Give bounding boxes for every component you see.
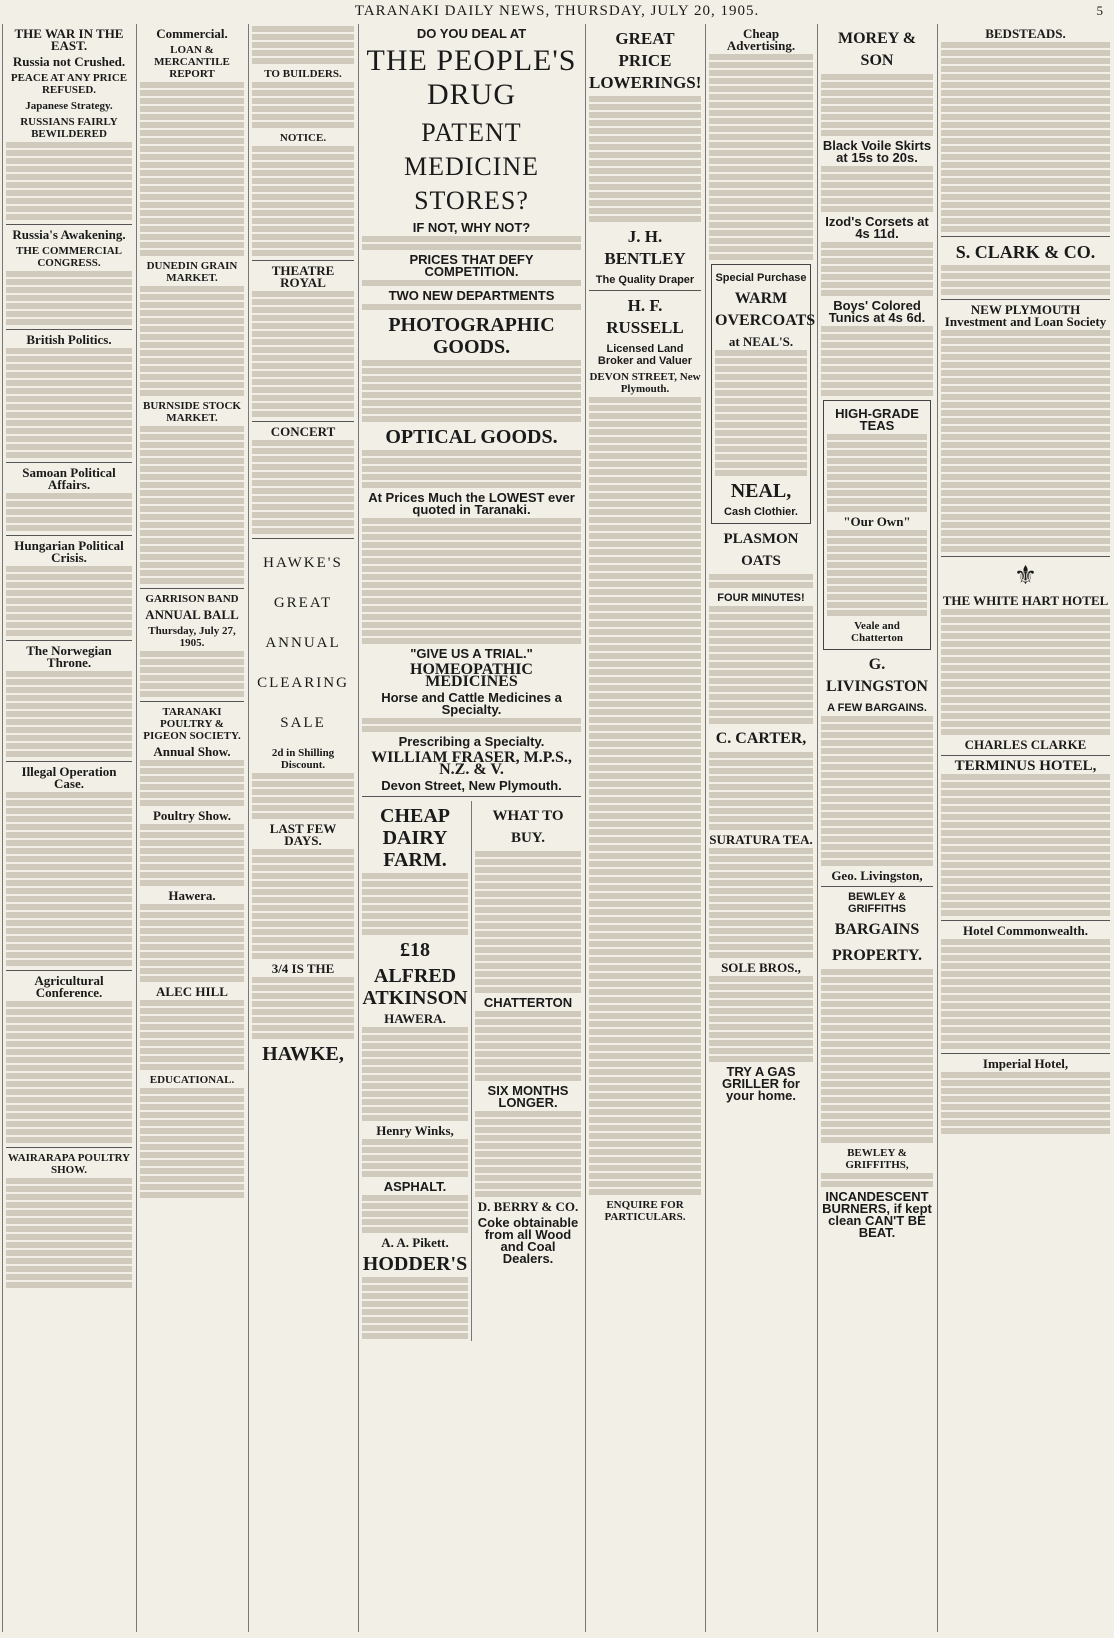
headline: DEVON STREET, New Plymouth.: [589, 371, 701, 395]
article-text: [362, 718, 581, 732]
article-text: [709, 848, 813, 958]
article-text: [252, 849, 354, 959]
headline: British Politics.: [26, 332, 112, 347]
headline: Russia not Crushed.: [12, 54, 126, 69]
headline: Imperial Hotel,: [982, 1056, 1069, 1071]
headline: Japanese Strategy.: [25, 100, 113, 112]
headline: PHOTOGRAPHIC GOODS.: [388, 314, 555, 358]
headline: BURNSIDE STOCK MARKET.: [143, 400, 241, 424]
headline: Russia's Awakening.: [12, 227, 126, 242]
headline: DO YOU DEAL AT: [416, 26, 527, 41]
article-text: [362, 280, 581, 286]
page-number: 5: [1096, 3, 1104, 18]
article-text: [941, 1072, 1110, 1134]
headline: "GIVE US A TRIAL.": [410, 646, 533, 661]
headline: WAIRARAPA POULTRY SHOW.: [7, 1152, 131, 1176]
headline: ANNUAL BALL: [145, 607, 239, 622]
headline: LAST FEW DAYS.: [269, 821, 337, 848]
article-text: [252, 146, 354, 256]
headline: TO BUILDERS.: [264, 68, 342, 80]
article-text: [362, 1139, 468, 1177]
headline: The Quality Draper: [595, 274, 695, 286]
article-text: [821, 166, 933, 212]
masthead: [0, 0, 1114, 22]
headline: EDUCATIONAL.: [149, 1074, 235, 1086]
headline: PLASMON OATS: [723, 531, 799, 569]
headline: PATENT MEDICINE STORES?: [403, 118, 540, 215]
article-text: [252, 82, 354, 128]
column-4: [358, 24, 584, 1632]
column-3: [248, 24, 357, 1632]
article-text: [140, 651, 244, 697]
headline: Licensed Land Broker and Valuer: [597, 343, 693, 367]
headline: "Our Own": [843, 514, 911, 529]
headline: Horse and Cattle Medicines a Specialty.: [381, 690, 562, 717]
column-8: [937, 24, 1113, 1632]
article-text: [362, 1195, 468, 1233]
headline: GREAT PRICE LOWERINGS!: [589, 29, 702, 92]
headline: Cheap Advertising.: [726, 26, 796, 53]
headline: PROPERTY.: [832, 947, 922, 964]
headline: RUSSIANS FAIRLY BEWILDERED: [20, 116, 118, 140]
headline: ALEC HILL: [156, 984, 228, 999]
article-text: [140, 760, 244, 806]
headline: ENQUIRE FOR PARTICULARS.: [604, 1199, 686, 1223]
article-text: [140, 426, 244, 584]
headline: Hungarian Political Crisis.: [14, 538, 124, 565]
headline: ALFRED ATKINSON: [362, 965, 468, 1009]
headline: HAWKE,: [262, 1043, 344, 1065]
headline: THE WAR IN THE EAST.: [14, 26, 124, 53]
headline: CHEAP DAIRY FARM.: [380, 805, 450, 871]
article-text: [362, 873, 468, 935]
headline: TERMINUS HOTEL,: [954, 758, 1097, 774]
headline: Coke obtainable from all Wood and Coal Dealers.: [477, 1215, 579, 1266]
article-text: [589, 96, 701, 222]
headline: Agricultural Conference.: [34, 973, 104, 1000]
article-text: [362, 304, 581, 310]
headline: Devon Street, New Plymouth.: [381, 778, 562, 793]
headline: THE COMMERCIAL CONGRESS.: [15, 245, 123, 269]
article-text: [709, 574, 813, 588]
article-text: [6, 142, 132, 220]
article-text: [941, 330, 1110, 552]
article-text: [941, 939, 1110, 1049]
headline: Illegal Operation Case.: [21, 764, 117, 791]
headline: A FEW BARGAINS.: [827, 702, 927, 714]
headline: A. A. Pikett.: [381, 1235, 449, 1250]
headline: H. F. RUSSELL: [606, 296, 684, 337]
article-text: [709, 54, 813, 260]
article-text: [827, 434, 927, 512]
headline: NOTICE.: [279, 132, 327, 144]
article-text: [821, 969, 933, 1143]
headline: OPTICAL GOODS.: [385, 426, 558, 448]
headline: Commercial.: [156, 26, 228, 41]
headline: SURATURA TEA.: [709, 832, 813, 847]
headline: SIX MONTHS LONGER.: [487, 1083, 569, 1110]
article-text: [941, 42, 1110, 232]
ad-title: CLEARING: [257, 675, 349, 691]
article-text: [475, 851, 581, 993]
headline: DUNEDIN GRAIN MARKET.: [146, 260, 238, 284]
article-text: [252, 291, 354, 417]
headline: Thursday, July 27, 1905.: [148, 625, 236, 649]
headline: S. CLARK & CO.: [955, 242, 1096, 262]
article-text: [252, 977, 354, 1039]
headline: Hotel Commonwealth.: [963, 923, 1088, 938]
headline: Prescribing a Specialty.: [398, 734, 545, 749]
headline: The Norwegian Throne.: [26, 643, 112, 670]
article-text: [362, 236, 581, 250]
article-text: [140, 82, 244, 256]
article-text: [6, 566, 132, 636]
article-text: [821, 326, 933, 396]
headline: Poultry Show.: [152, 808, 231, 823]
article-text: [362, 1027, 468, 1121]
masthead-title: TARANAKI DAILY NEWS, THURSDAY, JULY 20, 1905.: [354, 3, 760, 19]
headline: Special Purchase: [715, 272, 807, 284]
headline: Geo. Livingston,: [831, 868, 923, 883]
column-6: [705, 24, 816, 1632]
headline: HAWERA.: [384, 1011, 446, 1026]
headline: Annual Show.: [153, 744, 231, 759]
headline: BEWLEY & GRIFFITHS: [847, 891, 907, 915]
headline: GARRISON BAND: [145, 593, 239, 605]
ad-title: ANNUAL: [265, 635, 341, 651]
headline: BEWLEY & GRIFFITHS,: [845, 1147, 909, 1171]
headline: £18: [400, 939, 430, 961]
article-text: [941, 774, 1110, 916]
headline: IF NOT, WHY NOT?: [412, 220, 531, 235]
headline: HODDER'S: [362, 1253, 468, 1275]
article-text: [6, 792, 132, 966]
headline: THEATRE ROYAL: [271, 263, 335, 290]
headline: At Prices Much the LOWEST ever quoted in Taranaki.: [368, 490, 575, 517]
headline: 3/4 IS THE: [271, 961, 335, 976]
headline: Samoan Political Affairs.: [22, 465, 116, 492]
article-text: [821, 716, 933, 866]
headline: Izod's Corsets at 4s 11d.: [825, 214, 929, 241]
headline: PRICES THAT DEFY COMPETITION.: [409, 252, 534, 279]
headline: at NEAL'S.: [728, 334, 794, 349]
headline: Black Voile Skirts at 15s to 20s.: [822, 138, 932, 165]
headline: FOUR MINUTES!: [717, 592, 805, 604]
article-text: [6, 271, 132, 325]
headline: 2d in Shilling Discount.: [271, 747, 335, 771]
headline: THE WHITE HART HOTEL: [942, 593, 1109, 608]
article-text: [6, 671, 132, 757]
headline: Henry Winks,: [376, 1123, 454, 1138]
article-text: [362, 518, 581, 644]
article-text: [941, 265, 1110, 295]
headline: J. H. BENTLEY: [604, 227, 686, 268]
headline: Cash Clothier.: [724, 506, 798, 518]
headline: HOMEOPATHIC MEDICINES: [410, 661, 533, 690]
headline: Boys' Colored Tunics at 4s 6d.: [828, 298, 926, 325]
headline: BARGAINS: [834, 921, 920, 938]
article-text: [709, 752, 813, 830]
headline: D. BERRY & CO.: [477, 1199, 579, 1214]
article-text: [362, 1277, 468, 1339]
headline: CHATTERTON: [483, 995, 573, 1010]
headline: TWO NEW DEPARTMENTS: [388, 288, 555, 303]
article-text: [252, 773, 354, 819]
article-text: [6, 493, 132, 531]
article-text: [475, 1011, 581, 1081]
article-text: [140, 1088, 244, 1198]
article-text: [709, 976, 813, 1062]
column-2: [136, 24, 247, 1632]
headline: PEACE AT ANY PRICE REFUSED.: [10, 72, 128, 96]
article-text: [475, 1111, 581, 1197]
article-text: [941, 609, 1110, 735]
article-text: [362, 360, 581, 422]
headline: G. LIVINGSTON: [826, 656, 928, 695]
royal-crest-icon: ⚜: [1013, 561, 1038, 590]
headline: NEW PLYMOUTH Investment and Loan Society: [944, 302, 1107, 329]
article-text: [252, 440, 354, 534]
article-text: [827, 530, 927, 616]
headline: THE PEOPLE'S DRUG: [366, 44, 577, 111]
headline: BEDSTEADS.: [985, 26, 1066, 41]
article-text: [362, 450, 581, 488]
ad-title: SALE: [280, 715, 326, 731]
article-text: [821, 74, 933, 136]
article-text: [6, 1178, 132, 1288]
article-text: [140, 904, 244, 982]
headline: ASPHALT.: [383, 1179, 447, 1194]
article-text: [6, 348, 132, 458]
headline: CHARLES CLARKE: [964, 737, 1087, 752]
headline: MOREY & SON: [837, 30, 917, 69]
headline: WARM OVERCOATS: [715, 290, 816, 329]
article-text: [252, 26, 354, 64]
article-text: [821, 1173, 933, 1187]
article-text: [709, 606, 813, 724]
headline: TARANAKI POULTRY & PIGEON SOCIETY.: [143, 706, 241, 742]
article-text: [821, 242, 933, 296]
headline: HIGH-GRADE TEAS: [835, 406, 919, 433]
headline: Hawera.: [168, 888, 216, 903]
headline: NEAL,: [730, 480, 792, 502]
headline: TRY A GAS GRILLER for your home.: [722, 1064, 800, 1103]
article-text: [140, 824, 244, 886]
ad-title: HAWKE'S: [263, 555, 343, 571]
headline: SOLE BROS.,: [721, 960, 801, 975]
article-text: [589, 397, 701, 1195]
column-7: [817, 24, 936, 1632]
headline: CONCERT: [270, 424, 336, 439]
headline: LOAN & MERCANTILE REPORT: [154, 44, 230, 80]
article-text: [6, 1001, 132, 1143]
article-text: [715, 350, 807, 476]
headline: INCANDESCENT BURNERS, if kept clean CAN'T BE BEAT.: [822, 1189, 932, 1240]
column-1: [2, 24, 135, 1632]
headline: WILLIAM FRASER, M.P.S., N.Z. & V.: [371, 749, 572, 778]
article-text: [140, 1000, 244, 1070]
column-5: [585, 24, 704, 1632]
headline: WHAT TO BUY.: [492, 808, 564, 846]
article-text: [140, 286, 244, 396]
headline: C. CARTER,: [715, 730, 807, 747]
ad-title: GREAT: [273, 595, 333, 611]
headline: Veale and Chatterton: [851, 620, 903, 644]
